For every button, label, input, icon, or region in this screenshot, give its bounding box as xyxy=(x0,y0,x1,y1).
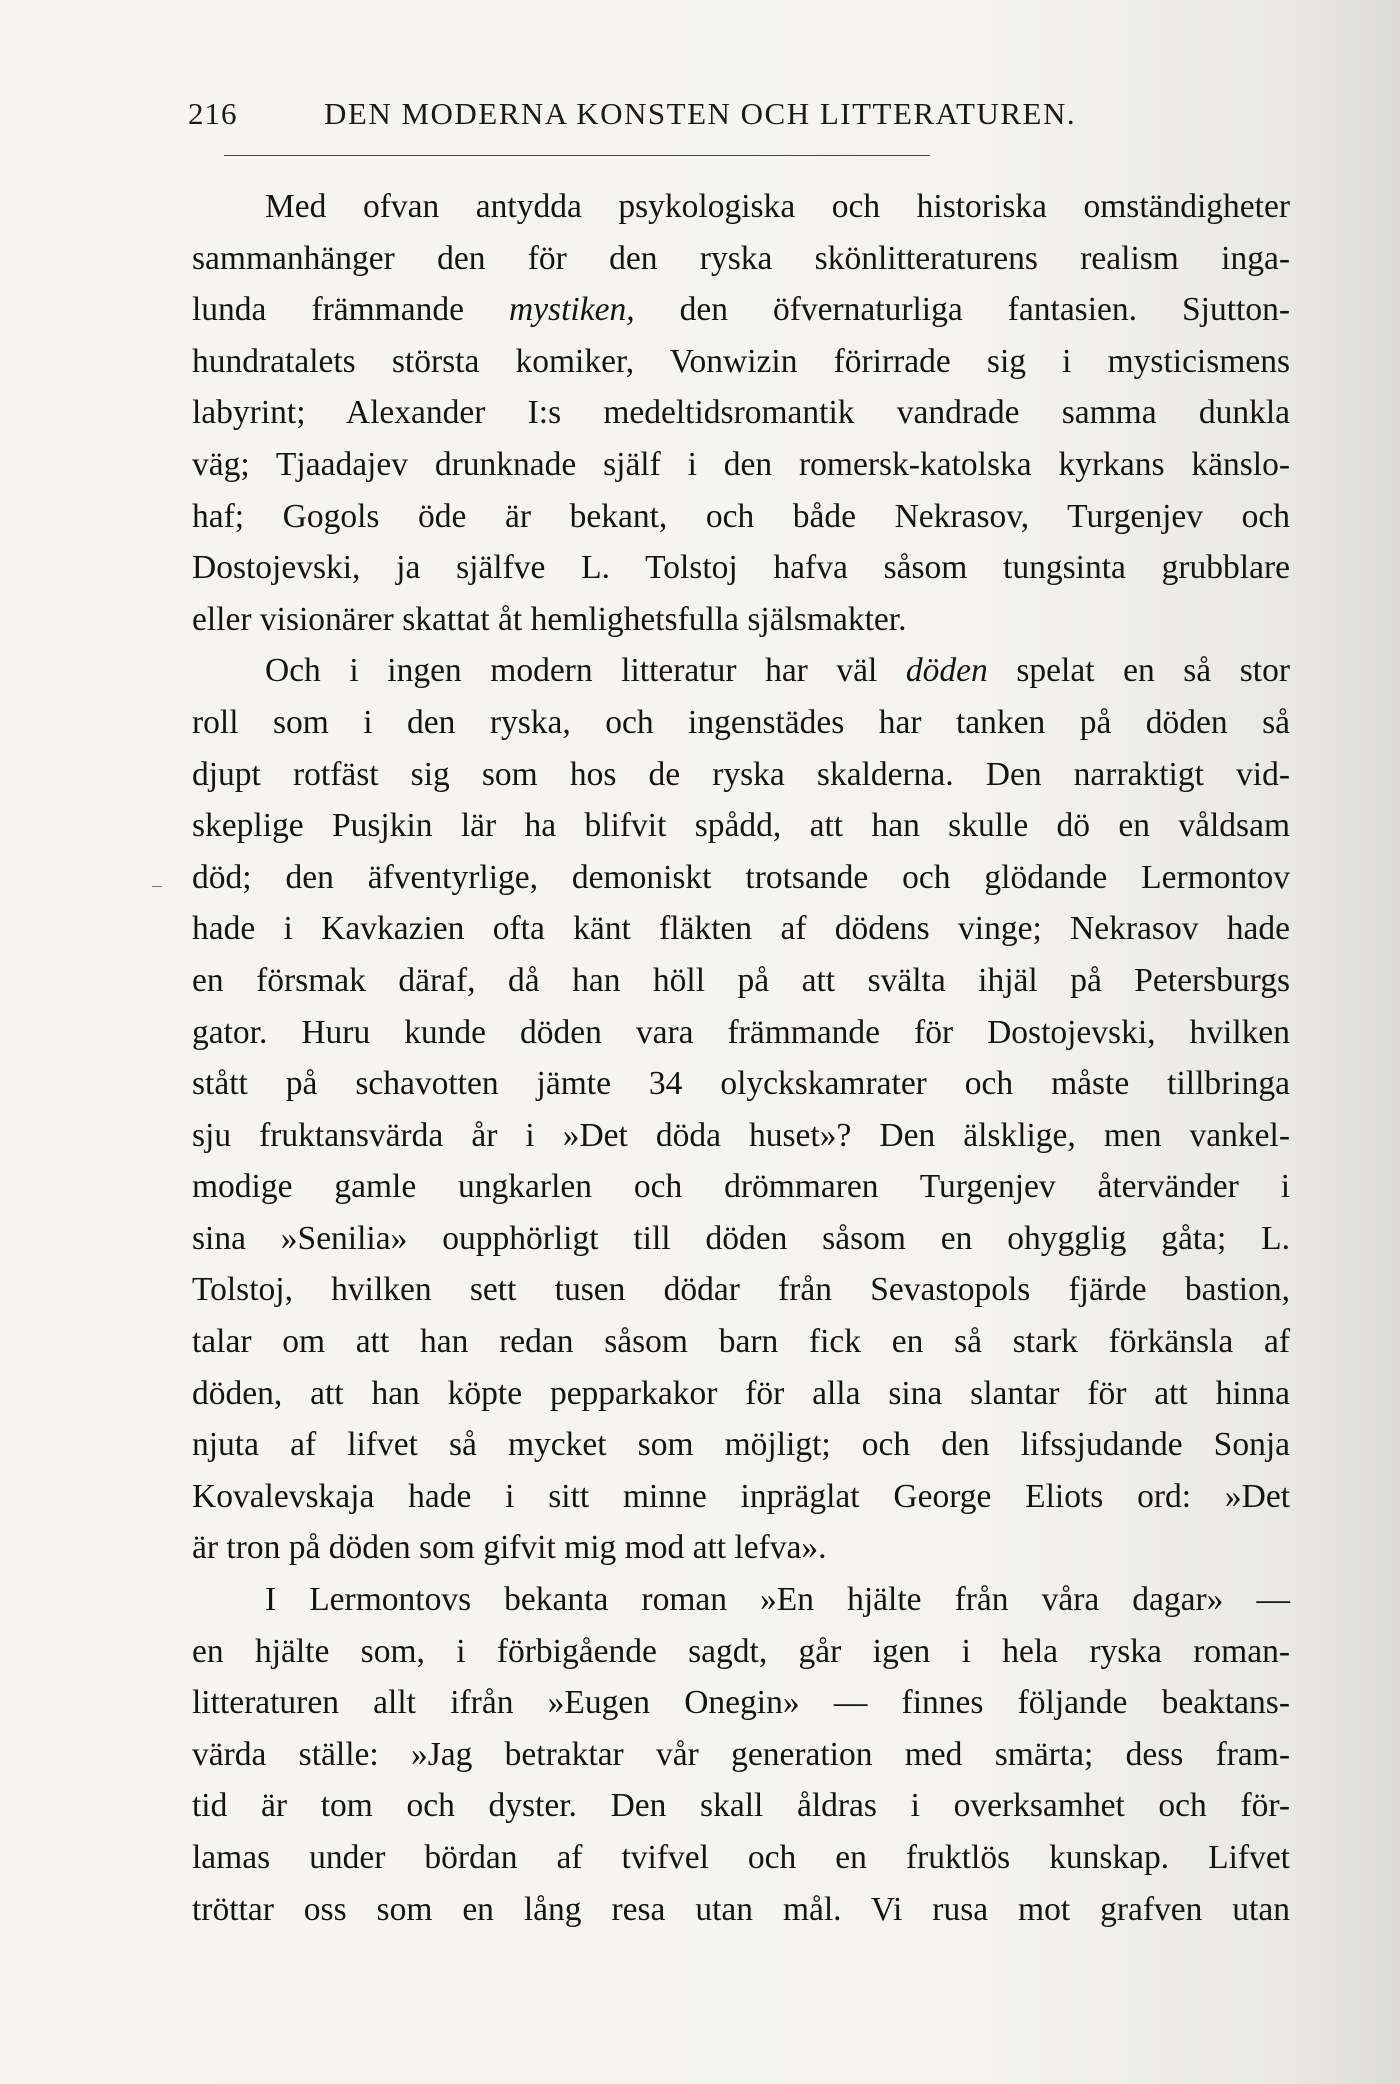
text-line: död; den äfventyrlige, demoniskt trotsande och glödande Lermontov xyxy=(192,858,1290,896)
text-line: värda ställe: »Jag betraktar vår generation med smärta; dess fram- xyxy=(192,1735,1290,1773)
text-line: tid är tom och dyster. Den skall åldras i overksamhet och för- xyxy=(192,1787,1290,1825)
text-line: Kovalevskaja hade i sitt minne inpräglat George Eliots ord: »Det xyxy=(192,1477,1290,1515)
text-line: litteraturen allt ifrån »Eugen Onegin» — finnes följande beaktans- xyxy=(192,1684,1290,1722)
text-line: hundratalets största komiker, Vonwizin förirrade sig i mysticismens xyxy=(192,342,1290,380)
emphasized-word: döden xyxy=(905,652,988,690)
text-line: skeplige Pusjkin lär ha blifvit spådd, att han skulle dö en våldsam xyxy=(192,807,1290,845)
text-line: Tolstoj, hvilken sett tusen dödar från Sevastopols fjärde bastion, xyxy=(192,1271,1290,1309)
text-line: eller visionärer skattat åt hemlighetsfulla själsmakter. xyxy=(192,600,907,638)
page-number: 216 xyxy=(188,96,238,131)
text-line: lunda främmande mystiken, den öfvernaturliga fantasien. Sjutton- xyxy=(192,291,1290,329)
text-line: haf; Gogols öde är bekant, och både Nekrasov, Turgenjev och xyxy=(192,497,1290,535)
text-line: döden, att han köpte pepparkakor för alla sina slantar för att hinna xyxy=(192,1374,1290,1412)
body-text xyxy=(192,181,1290,1935)
text-line: en försmak däraf, då han höll på att svälta ihjäl på Petersburgs xyxy=(192,961,1290,999)
emphasized-word: mystiken, xyxy=(509,291,635,329)
running-title: DEN MODERNA KONSTEN OCH LITTERATUREN. xyxy=(324,96,1077,131)
text-line: stått på schavotten jämte 34 olyckskamrater och måste tillbringa xyxy=(192,1065,1290,1103)
text-line: väg; Tjaadajev drunknade själf i den romersk-katolska kyrkans känslo- xyxy=(192,445,1290,483)
text-line: gator. Huru kunde döden vara främmande för Dostojevski, hvilken xyxy=(192,1013,1290,1051)
text-line: labyrint; Alexander I:s medeltidsromantik vandrade samma dunkla xyxy=(192,394,1290,432)
header-rule xyxy=(224,155,930,156)
text-line: är tron på döden som gifvit mig mod att lefva». xyxy=(192,1529,827,1567)
text-line: en hjälte som, i förbigående sagdt, går igen i hela ryska roman- xyxy=(192,1632,1290,1670)
text-line: sammanhänger den för den ryska skönlitteraturens realism inga- xyxy=(192,239,1290,277)
margin-mark xyxy=(152,886,162,887)
text-line: hade i Kavkazien ofta känt fläkten af dödens vinge; Nekrasov hade xyxy=(192,910,1290,948)
page-header xyxy=(188,96,1148,144)
text-line: tröttar oss som en lång resa utan mål. Vi rusa mot grafven utan xyxy=(192,1890,1290,1928)
text-line: sju fruktansvärda år i »Det döda huset»? Den älsklige, men vankel- xyxy=(192,1116,1290,1154)
text-line: modige gamle ungkarlen och drömmaren Turgenjev återvänder i xyxy=(192,1168,1290,1206)
text-line: njuta af lifvet så mycket som möjligt; och den lifssjudande Sonja xyxy=(192,1426,1290,1464)
text-line: talar om att han redan såsom barn fick en så stark förkänsla af xyxy=(192,1323,1290,1361)
text-line: djupt rotfäst sig som hos de ryska skalderna. Den narraktigt vid- xyxy=(192,755,1290,793)
text-line: I Lermontovs bekanta roman »En hjälte från våra dagar» — xyxy=(265,1581,1290,1619)
text-line: Med ofvan antydda psykologiska och historiska omständigheter xyxy=(265,188,1290,225)
text-line: Och i ingen modern litteratur har väl döden spelat en så stor xyxy=(265,652,1290,690)
text-line: lamas under bördan af tvifvel och en fruktlös kunskap. Lifvet xyxy=(192,1839,1290,1876)
text-line: roll som i den ryska, och ingenstädes har tanken på döden så xyxy=(192,703,1290,741)
text-line: Dostojevski, ja själfve L. Tolstoj hafva såsom tungsinta grubblare xyxy=(192,549,1290,587)
text-line: sina »Senilia» oupphörligt till döden såsom en ohygglig gåta; L. xyxy=(192,1219,1290,1257)
